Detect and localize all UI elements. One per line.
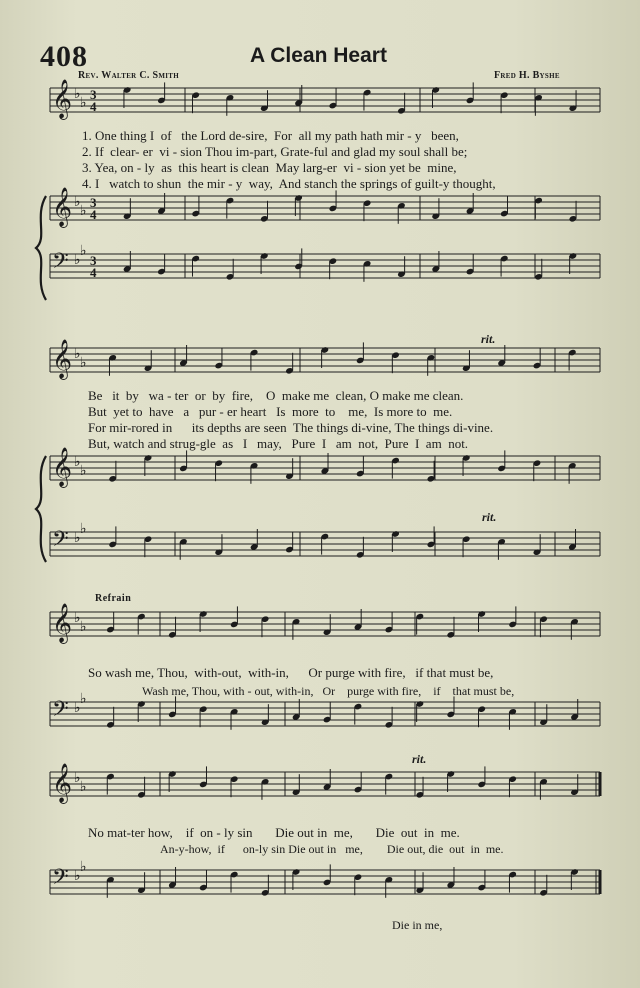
- flat-sign: ♭: [80, 95, 87, 111]
- flat-sign: ♭: [74, 252, 81, 268]
- flat-sign: ♭: [74, 530, 81, 546]
- flat-sign: ♭: [80, 521, 87, 537]
- flat-sign: ♭: [74, 770, 81, 786]
- verse-2-line-b: But yet to have a pur - er heart Is more to me, Is more to me.: [88, 404, 453, 419]
- flat-sign: ♭: [80, 619, 87, 635]
- refrain-line-2-bass: An-y-how, if on-ly sin Die out in me, Die out, die out in me.: [160, 842, 504, 856]
- refrain-bass-echo: Die in me,: [392, 918, 443, 932]
- time-signature-top: 3: [90, 87, 97, 102]
- flat-sign: ♭: [80, 691, 87, 707]
- flat-sign: ♭: [80, 243, 87, 259]
- refrain-line-1-bass: Wash me, Thou, with - out, with-in, Or purge with fire, if that must be,: [142, 684, 515, 698]
- flat-sign: ♭: [74, 86, 81, 102]
- verse-3-line-b: For mir-rored in its depths are seen The things di-vine, The things di-vine.: [88, 420, 494, 435]
- flat-sign: ♭: [80, 463, 87, 479]
- refrain-line-1-soprano: So wash me, Thou, with-out, with-in, Or purge with fire, if that must be,: [88, 665, 494, 680]
- verse-4-line-a: 4. I watch to shun the mir - y way, And stanch the springs of guilt-y thought,: [82, 176, 496, 191]
- composer-credit: Fred H. Byshe: [494, 70, 560, 81]
- rit-marking-2: rit.: [482, 510, 497, 524]
- flat-sign: ♭: [80, 203, 87, 219]
- flat-sign: ♭: [74, 194, 81, 210]
- rit-marking-3: rit.: [412, 752, 427, 766]
- verse-2-line-a: 2. If clear- er vi - sion Thou im-part, Grate-ful and glad my soul shall be;: [82, 144, 468, 159]
- system-brace: [36, 456, 46, 562]
- flat-sign: ♭: [74, 454, 81, 470]
- treble-clef: 𝄞: [52, 187, 73, 227]
- rit-marking-1: rit.: [481, 332, 496, 346]
- flat-sign: ♭: [80, 859, 87, 875]
- hymn-title: A Clean Heart: [250, 44, 387, 67]
- bass-clef: 𝄢: [52, 527, 69, 557]
- refrain-line-2-soprano: No mat-ter how, if on - ly sin Die out in me, Die out in me.: [88, 825, 460, 840]
- treble-clef: 𝄞: [52, 79, 73, 119]
- verse-1-line-b: Be it by wa - ter or by fire, O make me clean, O make me clean.: [88, 388, 464, 403]
- bass-clef: 𝄢: [52, 697, 69, 727]
- bass-clef: 𝄢: [52, 249, 69, 279]
- author-credit: Rev. Walter C. Smith: [78, 70, 179, 81]
- verse-4-line-b: But, watch and strug-gle as I may, Pure I am not, Pure I am not.: [88, 436, 469, 451]
- flat-sign: ♭: [74, 700, 81, 716]
- bass-clef: 𝄢: [52, 865, 69, 895]
- time-signature-top: 3: [90, 253, 97, 268]
- time-signature-bottom: 4: [90, 99, 97, 114]
- flat-sign: ♭: [74, 610, 81, 626]
- time-signature-top: 3: [90, 195, 97, 210]
- flat-sign: ♭: [74, 868, 81, 884]
- treble-clef: 𝄞: [52, 339, 73, 379]
- treble-clef: 𝄞: [52, 447, 73, 487]
- flat-sign: ♭: [80, 355, 87, 371]
- verse-3-line-a: 3. Yea, on - ly as this heart is clean May larg-er vi - sion yet be mine,: [82, 160, 457, 175]
- hymn-number: 408: [40, 40, 88, 73]
- system-brace: [36, 196, 46, 300]
- flat-sign: ♭: [80, 779, 87, 795]
- verse-1-line-a: 1. One thing I of the Lord de-sire, For all my path hath mir - y been,: [82, 128, 459, 143]
- treble-clef: 𝄞: [52, 763, 73, 803]
- refrain-label: Refrain: [95, 593, 132, 604]
- treble-clef: 𝄞: [52, 603, 73, 643]
- flat-sign: ♭: [74, 346, 81, 362]
- time-signature-bottom: 4: [90, 265, 97, 280]
- time-signature-bottom: 4: [90, 207, 97, 222]
